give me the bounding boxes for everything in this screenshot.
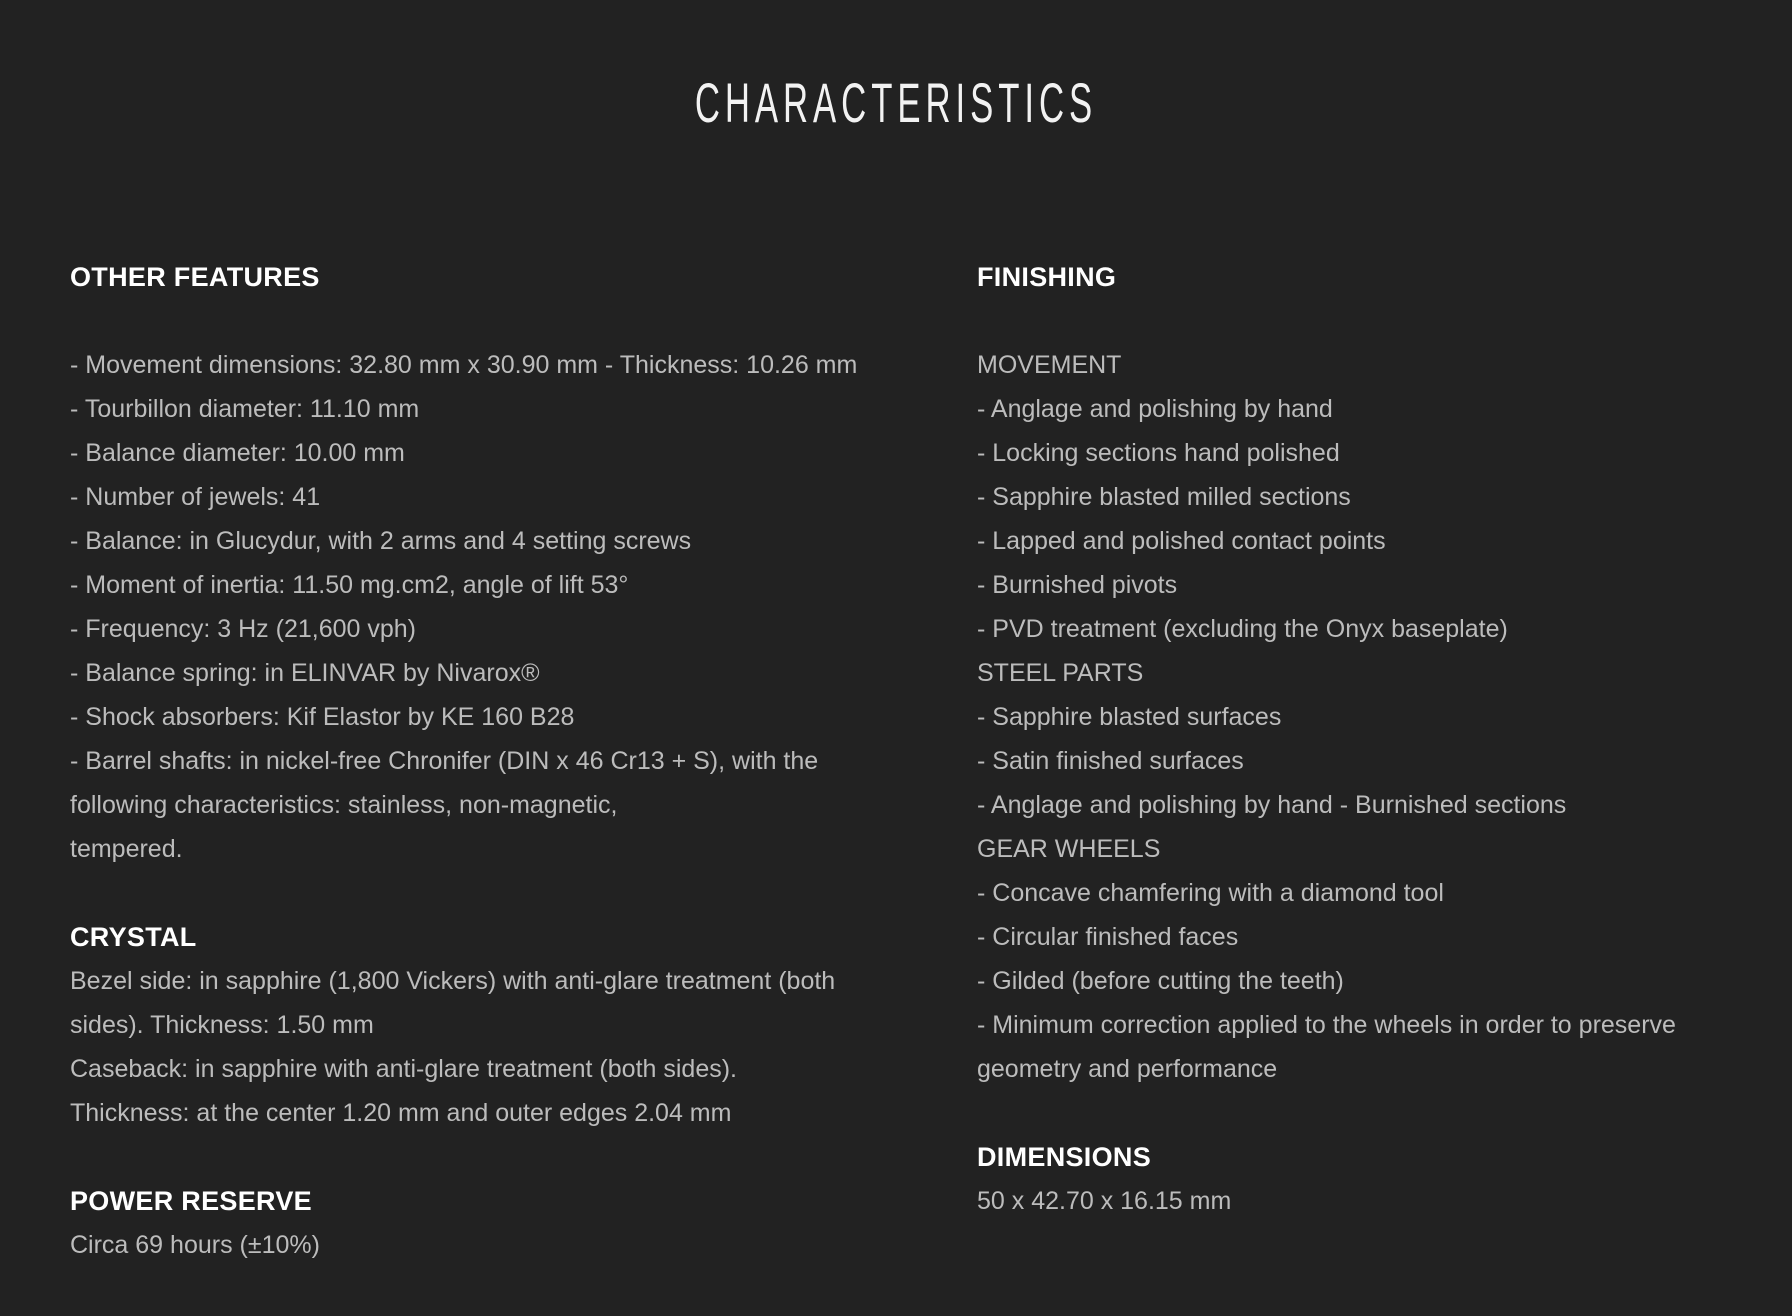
crystal-line: sides). Thickness: 1.50 mm bbox=[70, 1011, 374, 1039]
finishing-line: - PVD treatment (excluding the Onyx baseplate) bbox=[977, 615, 1508, 643]
other-features-line: - Shock absorbers: Kif Elastor by KE 160 B28 bbox=[70, 703, 575, 731]
other-features-line: - Balance diameter: 10.00 mm bbox=[70, 439, 405, 467]
finishing-line: - Satin finished surfaces bbox=[977, 747, 1244, 775]
dimensions-section bbox=[977, 1135, 1757, 1223]
finishing-line: - Concave chamfering with a diamond tool bbox=[977, 879, 1444, 907]
finishing-line: - Anglage and polishing by hand - Burnished sections bbox=[977, 791, 1567, 819]
finishing-line: - Minimum correction applied to the wheels in order to preserve bbox=[977, 1011, 1676, 1039]
other-features-line: - Number of jewels: 41 bbox=[70, 483, 321, 511]
dimensions-heading: DIMENSIONS bbox=[977, 1142, 1152, 1172]
other-features-line: following characteristics: stainless, non-magnetic, bbox=[70, 791, 618, 819]
dimensions-line: 50 x 42.70 x 16.15 mm bbox=[977, 1187, 1232, 1215]
finishing-line: - Burnished pivots bbox=[977, 571, 1178, 599]
other-features-line: - Tourbillon diameter: 11.10 mm bbox=[70, 395, 420, 423]
other-features-line: - Movement dimensions: 32.80 mm x 30.90 mm - Thickness: 10.26 mm bbox=[70, 351, 858, 379]
finishing-line: - Anglage and polishing by hand bbox=[977, 395, 1333, 423]
crystal-section bbox=[70, 915, 930, 1135]
other-features-line: - Moment of inertia: 11.50 mg.cm2, angle of lift 53° bbox=[70, 571, 629, 599]
finishing-subheading-steel-parts: STEEL PARTS bbox=[977, 659, 1144, 687]
other-features-line: - Balance: in Glucydur, with 2 arms and 4 setting screws bbox=[70, 527, 692, 555]
power-reserve-section bbox=[70, 1179, 930, 1267]
other-features-line: - Balance spring: in ELINVAR by Nivarox® bbox=[70, 659, 540, 687]
crystal-heading: CRYSTAL bbox=[70, 922, 197, 952]
other-features-section bbox=[70, 255, 930, 871]
finishing-line: - Gilded (before cutting the teeth) bbox=[977, 967, 1344, 995]
finishing-line: - Sapphire blasted surfaces bbox=[977, 703, 1282, 731]
finishing-line: geometry and performance bbox=[977, 1055, 1278, 1083]
other-features-heading: OTHER FEATURES bbox=[70, 262, 320, 292]
power-reserve-line: Circa 69 hours (±10%) bbox=[70, 1231, 320, 1259]
finishing-line: - Lapped and polished contact points bbox=[977, 527, 1386, 555]
finishing-section bbox=[977, 255, 1757, 1091]
other-features-line: tempered. bbox=[70, 835, 183, 863]
other-features-line: - Frequency: 3 Hz (21,600 vph) bbox=[70, 615, 416, 643]
finishing-subheading-gear-wheels: GEAR WHEELS bbox=[977, 835, 1161, 863]
other-features-line: - Barrel shafts: in nickel-free Chronifer (DIN x 46 Cr13 + S), with the bbox=[70, 747, 819, 775]
crystal-line: Thickness: at the center 1.20 mm and outer edges 2.04 mm bbox=[70, 1099, 732, 1127]
left-column bbox=[70, 255, 930, 1267]
finishing-subheading-movement: MOVEMENT bbox=[977, 351, 1122, 379]
finishing-line: - Circular finished faces bbox=[977, 923, 1239, 951]
finishing-line: - Locking sections hand polished bbox=[977, 439, 1340, 467]
finishing-line: - Sapphire blasted milled sections bbox=[977, 483, 1351, 511]
right-column bbox=[977, 255, 1757, 1223]
crystal-line: Bezel side: in sapphire (1,800 Vickers) with anti-glare treatment (both bbox=[70, 967, 836, 995]
crystal-line: Caseback: in sapphire with anti-glare treatment (both sides). bbox=[70, 1055, 737, 1083]
page-title: CHARACTERISTICS bbox=[694, 71, 1098, 134]
finishing-heading: FINISHING bbox=[977, 262, 1117, 292]
power-reserve-heading: POWER RESERVE bbox=[70, 1186, 312, 1216]
